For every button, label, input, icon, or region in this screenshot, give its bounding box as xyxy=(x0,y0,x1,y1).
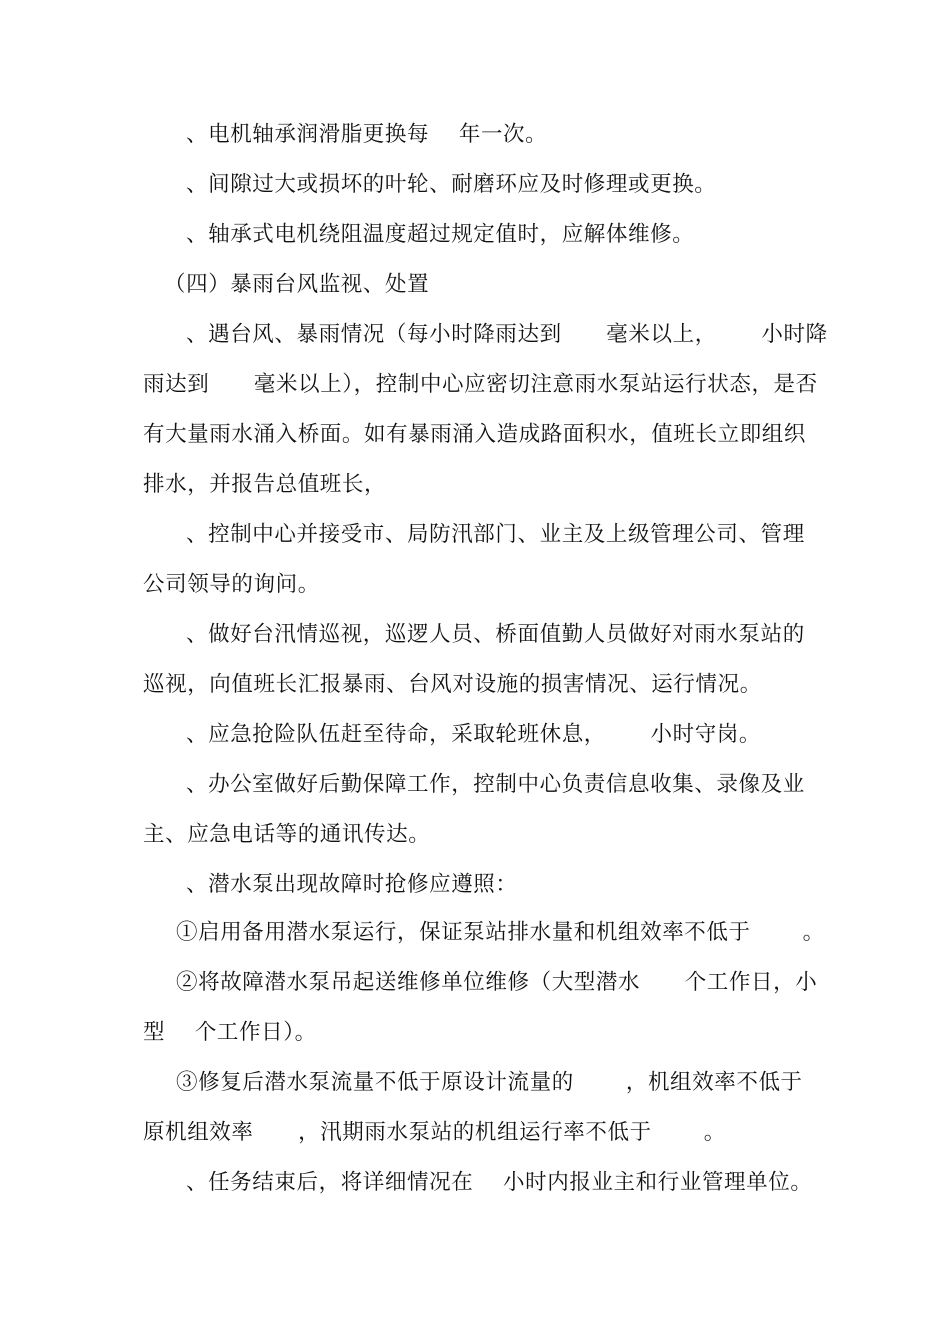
paragraph-line-14: 、办公室做好后勤保障工作，控制中心负责信息收集、录像及业 xyxy=(186,772,805,797)
paragraph-line-15: 主、应急电话等的通讯传达。 xyxy=(143,822,431,847)
list-item-1: ①启用备用潜水泵运行，保证泵站排水量和机组效率不低于 。 xyxy=(176,920,825,945)
paragraph-line-3: 、轴承式电机绕阻温度超过规定值时，应解体维修。 xyxy=(186,222,695,247)
paragraph-line-2: 、间隙过大或损坏的叶轮、耐磨环应及时修理或更换。 xyxy=(186,172,717,197)
section-heading: （四）暴雨台风监视、处置 xyxy=(164,272,430,297)
paragraph-line-5: 、遇台风、暴雨情况（每小时降雨达到 毫米以上， 小时降 xyxy=(186,322,828,347)
list-item-3: ③修复后潜水泵流量不低于原设计流量的 ，机组效率不低于 xyxy=(176,1070,803,1095)
paragraph-line-11: 、做好台汛情巡视，巡逻人员、桥面值勤人员做好对雨水泵站的 xyxy=(186,622,805,647)
paragraph-line-22: 、任务结束后，将详细情况在 小时内报业主和行业管理单位。 xyxy=(186,1170,813,1195)
paragraph-line-10: 公司领导的询问。 xyxy=(143,572,320,597)
paragraph-line-8: 排水，并报告总值班长， xyxy=(143,472,387,497)
list-item-3-continuation: 原机组效率 ，汛期雨水泵站的机组运行率不低于 。 xyxy=(143,1120,726,1145)
paragraph-line-13: 、应急抢险队伍赶至待命，采取轮班休息， 小时守岗。 xyxy=(186,722,762,747)
paragraph-line-9: 、控制中心并接受市、局防汛部门、业主及上级管理公司、管理 xyxy=(186,522,805,547)
list-item-2-continuation: 型 个工作日）。 xyxy=(143,1020,317,1045)
paragraph-line-12: 巡视，向值班长汇报暴雨、台风对设施的损害情况、运行情况。 xyxy=(143,672,762,697)
paragraph-line-6: 雨达到 毫米以上），控制中心应密切注意雨水泵站运行状态，是否 xyxy=(143,372,818,397)
paragraph-line-16: 、潜水泵出现故障时抢修应遵照： xyxy=(186,872,518,897)
list-item-2: ②将故障潜水泵吊起送维修单位维修（大型潜水 个工作日，小 xyxy=(176,970,818,995)
paragraph-line-7: 有大量雨水涌入桥面。如有暴雨涌入造成路面积水，值班长立即组织 xyxy=(143,422,807,447)
paragraph-line-1: 、电机轴承润滑脂更换每 年一次。 xyxy=(186,122,548,147)
